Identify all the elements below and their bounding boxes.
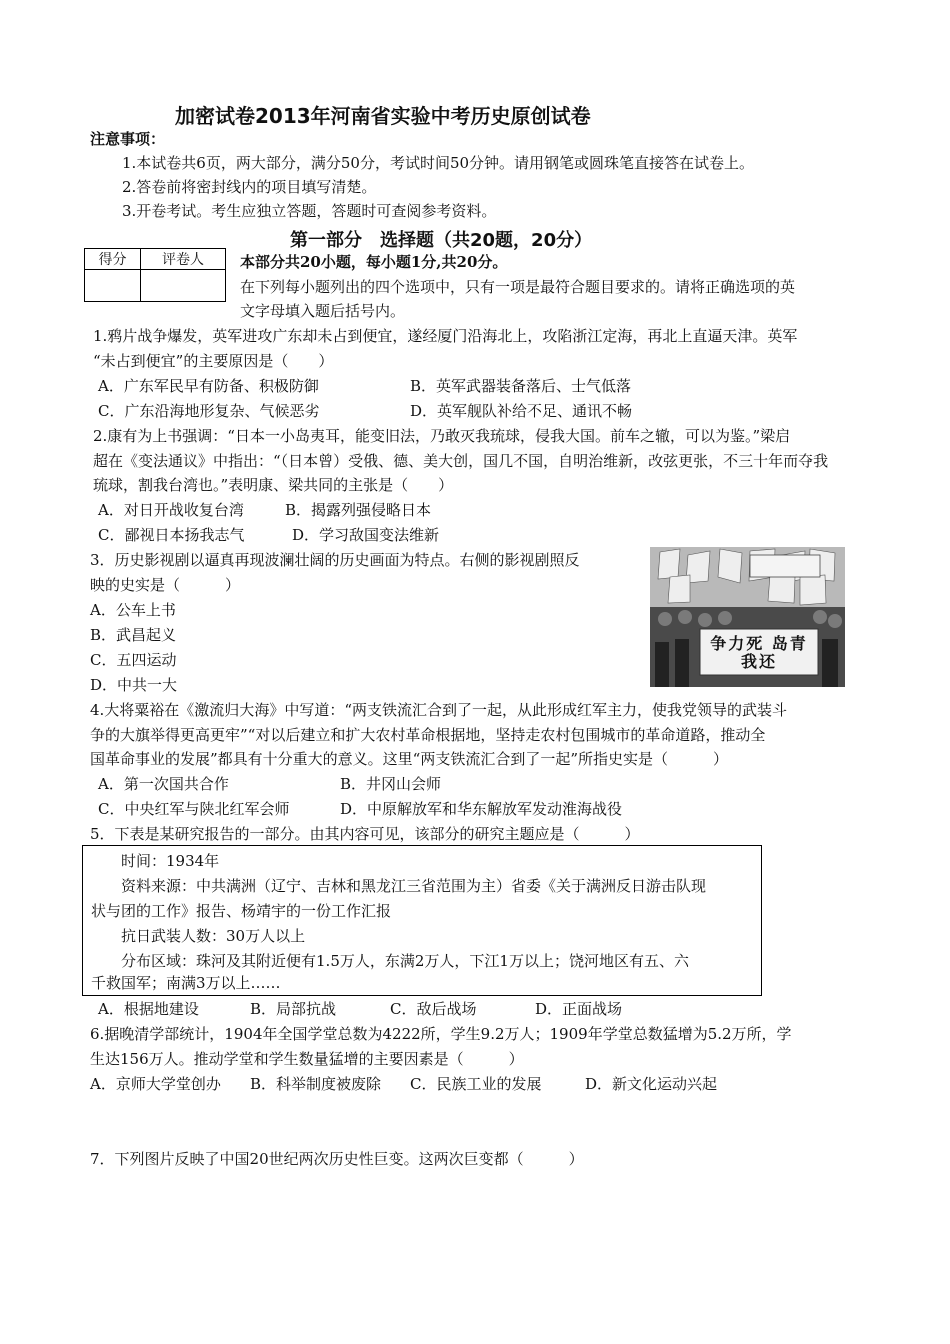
- question-2-option-c[interactable]: C．鄙视日本扬我志气: [98, 526, 245, 544]
- question-3-option-d[interactable]: D．中共一大: [90, 676, 178, 694]
- question-5-material-box: [82, 845, 762, 996]
- section-intro: 文字母填入题后括号内。: [240, 302, 406, 320]
- score-header: 得分: [85, 249, 141, 270]
- question-6-option-a[interactable]: A．京师大学堂创办: [90, 1075, 221, 1093]
- question-5-option-d[interactable]: D．正面战场: [535, 1000, 623, 1018]
- grader-header: 评卷人: [141, 249, 226, 270]
- question-2-stem: 琉球，割我台湾也。”表明康、梁共同的主张是（ ）: [93, 476, 454, 494]
- question-3-stem: 映的史实是（ ）: [90, 576, 241, 594]
- material-line: 时间：1934年: [121, 852, 220, 870]
- section-intro: 在下列每小题列出的四个选项中，只有一项是最符合题目要求的。请将正确选项的英: [240, 278, 796, 296]
- question-6-option-b[interactable]: B．科举制度被废除: [250, 1075, 382, 1093]
- question-2-stem: 2.康有为上书强调：“日本一小岛夷耳，能变旧法，乃敢灭我琉球，侵我大国。前车之辙，可以为鉴。”梁启: [93, 427, 791, 445]
- material-line: 抗日武装人数：30万人以上: [121, 927, 306, 945]
- notice-item: 3.开卷考试。考生应独立答题，答题时可查阅参考资料。: [122, 202, 497, 220]
- question-2-stem: 超在《变法通议》中指出：“（日本曾）受俄、德、美大创，国几不国，自明治维新，改弦更张，不三十年而夺我: [93, 452, 829, 470]
- question-6-option-c[interactable]: C．民族工业的发展: [410, 1075, 542, 1093]
- material-line: 分布区域：珠河及其附近便有1.5万人，东满2万人，下江1万以上；饶河地区有五、六: [121, 952, 689, 970]
- material-line: 资料来源：中共满洲（辽宁、吉林和黑龙江三省范围为主）省委《关于满洲反日游击队现: [121, 877, 707, 895]
- banner-text: 争力死 岛青我还: [710, 634, 808, 671]
- question-4-option-d[interactable]: D．中原解放军和华东解放军发动淮海战役: [340, 800, 623, 818]
- protest-photo-icon: [650, 547, 845, 687]
- question-6-stem: 生达156万人。推动学堂和学生数量猛增的主要因素是（ ）: [90, 1050, 524, 1068]
- section-intro-bold: 本部分共20小题，每小题1分,共20分。: [240, 253, 508, 271]
- question-5-option-b[interactable]: B．局部抗战: [250, 1000, 337, 1018]
- notice-heading: 注意事项：: [90, 130, 166, 148]
- material-line: 状与团的工作》报告、杨靖宇的一份工作汇报: [91, 902, 392, 920]
- question-6-stem: 6.据晚清学部统计，1904年全国学堂总数为4222所，学生9.2万人；1909年学堂总数猛增为5.2万所，学: [90, 1025, 792, 1043]
- question-2-option-b[interactable]: B．揭露列强侵略日本: [285, 501, 432, 519]
- score-cell[interactable]: [85, 270, 141, 302]
- question-2-option-a[interactable]: A．对日开战收复台湾: [98, 501, 244, 519]
- section-title: 第一部分 选择题（共20题，20分）: [290, 230, 593, 251]
- score-table: [84, 248, 226, 302]
- question-1-option-d[interactable]: D．英军舰队补给不足、通讯不畅: [410, 402, 633, 420]
- question-1-option-c[interactable]: C．广东沿海地形复杂、气候恶劣: [98, 402, 320, 420]
- question-3-option-c[interactable]: C．五四运动: [90, 651, 177, 669]
- question-7-stem: 7．下列图片反映了中国20世纪两次历史性巨变。这两次巨变都（ ）: [90, 1150, 584, 1168]
- notice-item: 2.答卷前将密封线内的项目填写清楚。: [122, 178, 377, 196]
- grader-cell[interactable]: [141, 270, 226, 302]
- question-6-option-d[interactable]: D．新文化运动兴起: [585, 1075, 718, 1093]
- question-2-option-d[interactable]: D．学习敌国变法维新: [292, 526, 440, 544]
- question-4-stem: 国革命事业的发展”都具有十分重大的意义。这里“两支铁流汇合到了一起”所指史实是（ ）: [90, 750, 729, 768]
- question-1-option-a[interactable]: A．广东军民早有防备、积极防御: [98, 377, 319, 395]
- question-3-stem: 3．历史影视剧以逼真再现波澜壮阔的历史画面为特点。右侧的影视剧照反: [90, 551, 580, 569]
- question-3-option-a[interactable]: A．公车上书: [90, 601, 176, 619]
- question-1-stem: “未占到便宜”的主要原因是（ ）: [93, 352, 334, 370]
- question-4-option-a[interactable]: A．第一次国共合作: [98, 775, 229, 793]
- question-4-option-c[interactable]: C．中央红军与陕北红军会师: [98, 800, 290, 818]
- question-4-stem: 4.大将粟裕在《激流归大海》中写道：“两支铁流汇合到了一起，从此形成红军主力，使我党领导的武装斗: [90, 701, 787, 719]
- question-3-option-b[interactable]: B．武昌起义: [90, 626, 177, 644]
- notice-item: 1.本试卷共6页，两大部分，满分50分，考试时间50分钟。请用钢笔或圆珠笔直接答在试卷上。: [122, 154, 755, 172]
- question-4-stem: 争的大旗举得更高更牢”“对以后建立和扩大农村革命根据地，坚持走农村包围城市的革命道路，推动全: [90, 726, 766, 744]
- question-5-stem: 5．下表是某研究报告的一部分。由其内容可见，该部分的研究主题应是（ ）: [90, 825, 640, 843]
- question-4-option-b[interactable]: B．井冈山会师: [340, 775, 442, 793]
- question-5-option-a[interactable]: A．根据地建设: [98, 1000, 199, 1018]
- material-line: 千救国军；南满3万以上……: [91, 974, 281, 992]
- exam-title: 加密试卷2013年河南省实验中考历史原创试卷: [175, 104, 591, 128]
- question-1-stem: 1.鸦片战争爆发，英军进攻广东却未占到便宜，遂经厦门沿海北上，攻陷浙江定海，再北上直逼天津。英军: [93, 327, 798, 345]
- question-5-option-c[interactable]: C．敌后战场: [390, 1000, 477, 1018]
- question-1-option-b[interactable]: B．英军武器装备落后、士气低落: [410, 377, 632, 395]
